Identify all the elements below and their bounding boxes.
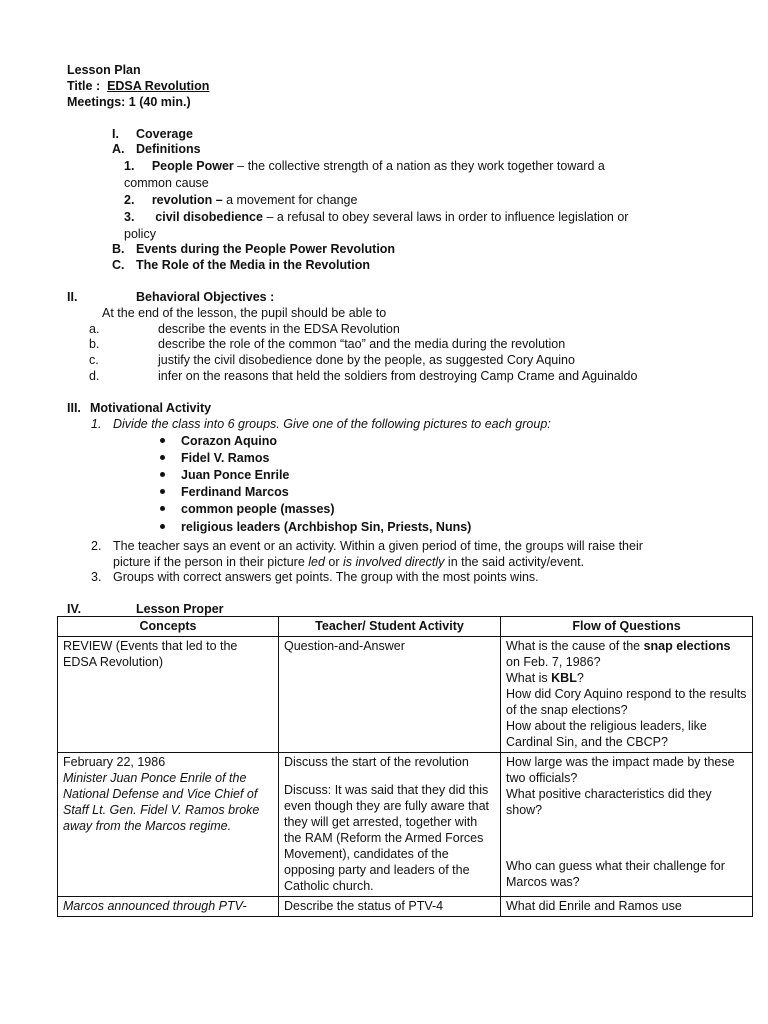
objective-letter: c.	[89, 353, 99, 367]
definition-term: revolution –	[151, 193, 223, 207]
motivation-num: III.	[67, 401, 81, 415]
group-item: religious leaders (Archbishop Sin, Priests, Nuns)	[181, 520, 472, 534]
concept-cell: Marcos announced through PTV-	[58, 897, 279, 917]
motivation-step-num: 3.	[91, 570, 102, 584]
title-value: EDSA Revolution	[107, 79, 210, 93]
concept-cell	[58, 637, 279, 753]
coverage-c-letter: C.	[112, 258, 125, 272]
definition-num: 3.	[124, 210, 135, 224]
question	[506, 670, 747, 686]
lesson-proper-table	[57, 616, 753, 917]
definition-term: People Power	[151, 159, 234, 173]
motivation-step-1: Divide the class into 6 groups. Give one of the following pictures to each group:	[113, 417, 551, 431]
question: How large was the impact made by these two officials?	[506, 755, 735, 785]
objective-letter: b.	[89, 337, 100, 351]
bullet-icon	[160, 472, 165, 477]
objectives-intro: At the end of the lesson, the pupil should be able to	[102, 306, 387, 320]
motivation-step-num: 2.	[91, 539, 102, 553]
column-header: Flow of Questions	[501, 617, 753, 637]
lesson-plan-label: Lesson Plan	[67, 63, 141, 77]
definition-text: – a refusal to obey several laws in order to influence legislation or	[262, 210, 629, 224]
questions-cell	[501, 637, 753, 753]
question-bold: snap elections	[643, 639, 731, 653]
group-item: Fidel V. Ramos	[181, 451, 270, 465]
bullet-icon	[160, 506, 165, 511]
concept-text: REVIEW (Events that led to the EDSA Revolution)	[63, 639, 238, 669]
definition-item-3-cont: policy	[124, 227, 156, 241]
question-text: on Feb. 7, 1986?	[506, 655, 601, 669]
column-header: Teacher/ Student Activity	[279, 617, 501, 637]
lesson-proper-heading: Lesson Proper	[136, 602, 224, 616]
motivation-step-num: 1.	[91, 417, 102, 431]
activity-cell	[279, 637, 501, 753]
table-header-row	[58, 617, 753, 637]
step2-italic: is involved directly	[343, 555, 445, 569]
motivation-step-2-line-2	[113, 554, 584, 570]
group-item: Corazon Aquino	[181, 434, 278, 448]
motivation-heading: Motivational Activity	[90, 401, 212, 415]
activity-text: Discuss the start of the revolution	[284, 755, 469, 769]
definition-item-2	[124, 192, 357, 208]
bullet-icon	[160, 489, 165, 494]
group-item: Juan Ponce Enrile	[181, 468, 290, 482]
questions-cell: What did Enrile and Ramos use	[501, 897, 753, 917]
definition-text: a movement for change	[222, 193, 358, 207]
coverage-b-text: Events during the People Power Revolution	[136, 242, 396, 256]
activity-text: Question-and-Answer	[284, 639, 405, 653]
objectives-num: II.	[67, 290, 78, 304]
definition-item-1	[124, 158, 605, 174]
question: What positive characteristics did they show?	[506, 787, 712, 817]
column-header: Concepts	[58, 617, 279, 637]
coverage-b-letter: B.	[112, 242, 125, 256]
definition-num: 2.	[124, 193, 135, 207]
question-text: What is	[506, 671, 552, 685]
objective-letter: a.	[89, 322, 100, 336]
lesson-proper-num: IV.	[67, 602, 82, 616]
definitions-heading: Definitions	[136, 142, 201, 156]
question: How did Cory Aquino respond to the results of the snap elections?	[506, 687, 747, 717]
step2-text: picture if the person in their picture	[113, 555, 309, 569]
question-text: ?	[576, 671, 584, 685]
concept-cell	[58, 753, 279, 897]
title-label: Title :	[67, 79, 101, 93]
definition-text: – the collective strength of a nation as they work together toward a	[233, 159, 605, 173]
question: How about the religious leaders, like Cardinal Sin, and the CBCP?	[506, 719, 707, 749]
activity-cell: Describe the status of PTV-4	[279, 897, 501, 917]
group-item: Ferdinand Marcos	[181, 485, 289, 499]
motivation-step-2-line-1: The teacher says an event or an activity. Within a given period of time, the groups will raise their	[113, 539, 643, 553]
question-text: What is the cause of the	[506, 639, 644, 653]
table-row	[58, 637, 753, 753]
objective-text: justify the civil disobedience done by the people, as suggested Cory Aquino	[158, 353, 575, 367]
table-row	[58, 897, 753, 917]
motivation-step-3: Groups with correct answers get points. The group with the most points wins.	[113, 570, 539, 584]
definition-item-1-cont: common cause	[124, 176, 209, 190]
step2-italic: led	[308, 555, 325, 569]
meetings-line: Meetings: 1 (40 min.)	[67, 95, 191, 109]
questions-cell	[501, 753, 753, 897]
group-item: common people (masses)	[181, 502, 335, 516]
coverage-heading: Coverage	[136, 127, 193, 141]
coverage-num: I.	[112, 127, 119, 141]
question: Who can guess what their challenge for Marcos was?	[506, 859, 725, 889]
bullet-icon	[160, 438, 165, 443]
table-row	[58, 753, 753, 897]
definitions-letter: A.	[112, 142, 125, 156]
definition-item-3	[124, 209, 628, 225]
step2-text: or	[324, 555, 343, 569]
coverage-c-text: The Role of the Media in the Revolution	[136, 258, 371, 272]
definition-term: civil disobedience	[155, 210, 263, 224]
objectives-heading: Behavioral Objectives :	[136, 290, 275, 304]
bullet-icon	[160, 455, 165, 460]
definition-num: 1.	[124, 159, 135, 173]
activity-text: Discuss: It was said that they did this even though they are fully aware that they will get arrested, together with the RAM (Reform the Armed Forces Movement), candidates of the opposing party and leaders of the Catholic church.	[284, 783, 489, 893]
step2-text: in the said activity/event.	[444, 555, 585, 569]
objective-letter: d.	[89, 369, 100, 383]
concept-date: February 22, 1986	[63, 755, 166, 769]
concept-text: Minister Juan Ponce Enrile of the National Defense and Vice Chief of Staff Lt. Gen. Fidel V. Ramos broke away from the Marcos regime.	[63, 771, 260, 833]
activity-cell	[279, 753, 501, 897]
objective-text: infer on the reasons that held the soldiers from destroying Camp Crame and Aguinaldo	[158, 369, 638, 383]
question-bold: KBL	[551, 671, 577, 685]
bullet-icon	[160, 524, 165, 529]
title-line	[67, 78, 209, 94]
objective-text: describe the events in the EDSA Revolution	[158, 322, 400, 336]
objective-text: describe the role of the common “tao” and the media during the revolution	[158, 337, 566, 351]
question	[506, 638, 747, 670]
